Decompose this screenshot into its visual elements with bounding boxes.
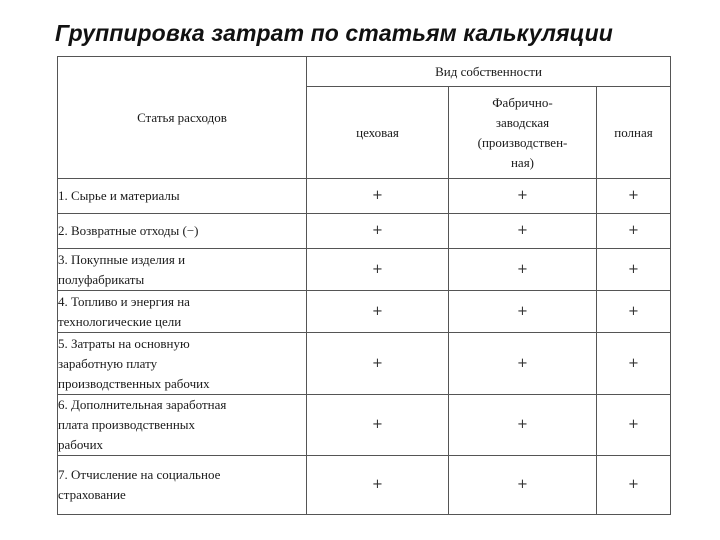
cell-mark: +	[597, 333, 671, 395]
row-label	[58, 395, 307, 456]
row-label-line: 7. Отчисление на социальное	[58, 467, 221, 482]
cell-mark: +	[597, 214, 671, 249]
cell-mark: +	[449, 456, 597, 515]
cell-mark: +	[597, 395, 671, 456]
table-row	[58, 291, 671, 333]
header-col-shop: цеховая	[307, 87, 449, 179]
row-label	[58, 456, 307, 515]
table-row	[58, 214, 671, 249]
cell-mark: +	[597, 291, 671, 333]
header-col-factory	[449, 87, 597, 179]
table-row	[58, 395, 671, 456]
header-col-full: полная	[597, 87, 671, 179]
header-col-factory-line: (производствен-	[477, 134, 568, 150]
header-ownership-type: Вид собственности	[307, 57, 671, 87]
cell-mark: +	[449, 333, 597, 395]
row-label	[58, 249, 307, 291]
row-label-line: производственных рабочих	[58, 375, 210, 391]
page-title: Группировка затрат по статьям калькуляции	[55, 20, 613, 46]
table-row	[58, 333, 671, 395]
cell-mark: +	[307, 214, 449, 249]
row-label	[58, 291, 307, 333]
cell-mark: +	[449, 214, 597, 249]
row-label	[58, 333, 307, 395]
cell-mark: +	[307, 249, 449, 291]
table-row	[58, 179, 671, 214]
row-label-line: 1. Сырье и материалы	[58, 188, 180, 203]
row-label-line: 6. Дополнительная заработная	[58, 397, 227, 412]
row-label-line: полуфабрикаты	[58, 271, 145, 287]
row-label-line: 3. Покупные изделия и	[58, 251, 186, 267]
cell-mark: +	[449, 291, 597, 333]
row-label-line: заработную плату	[58, 355, 158, 371]
row-label	[58, 214, 307, 249]
cell-mark: +	[307, 179, 449, 214]
cell-mark: +	[307, 291, 449, 333]
header-col-factory-line: ная)	[510, 154, 535, 170]
cell-mark: +	[597, 456, 671, 515]
header-col-factory-line: заводская	[495, 114, 550, 130]
row-label	[58, 179, 307, 214]
row-label-line: 2. Возвратные отходы (−)	[58, 223, 199, 238]
row-label-line: страхование	[58, 487, 126, 502]
cell-mark: +	[597, 179, 671, 214]
row-label-line: 5. Затраты на основную	[58, 335, 190, 351]
cell-mark: +	[449, 249, 597, 291]
cell-mark: +	[449, 179, 597, 214]
header-col-factory-line: Фабрично-	[492, 94, 553, 110]
table-row	[58, 249, 671, 291]
cell-mark: +	[597, 249, 671, 291]
cell-mark: +	[307, 395, 449, 456]
table-row	[58, 456, 671, 515]
cell-mark: +	[307, 333, 449, 395]
row-label-line: рабочих	[58, 437, 104, 452]
header-expense-item: Статья расходов	[58, 57, 307, 179]
cost-grouping-table	[57, 56, 671, 515]
row-label-line: технологические цели	[58, 313, 182, 329]
row-label-line: плата производственных	[58, 417, 196, 432]
row-label-line: 4. Топливо и энергия на	[58, 293, 190, 309]
cell-mark: +	[449, 395, 597, 456]
cell-mark: +	[307, 456, 449, 515]
